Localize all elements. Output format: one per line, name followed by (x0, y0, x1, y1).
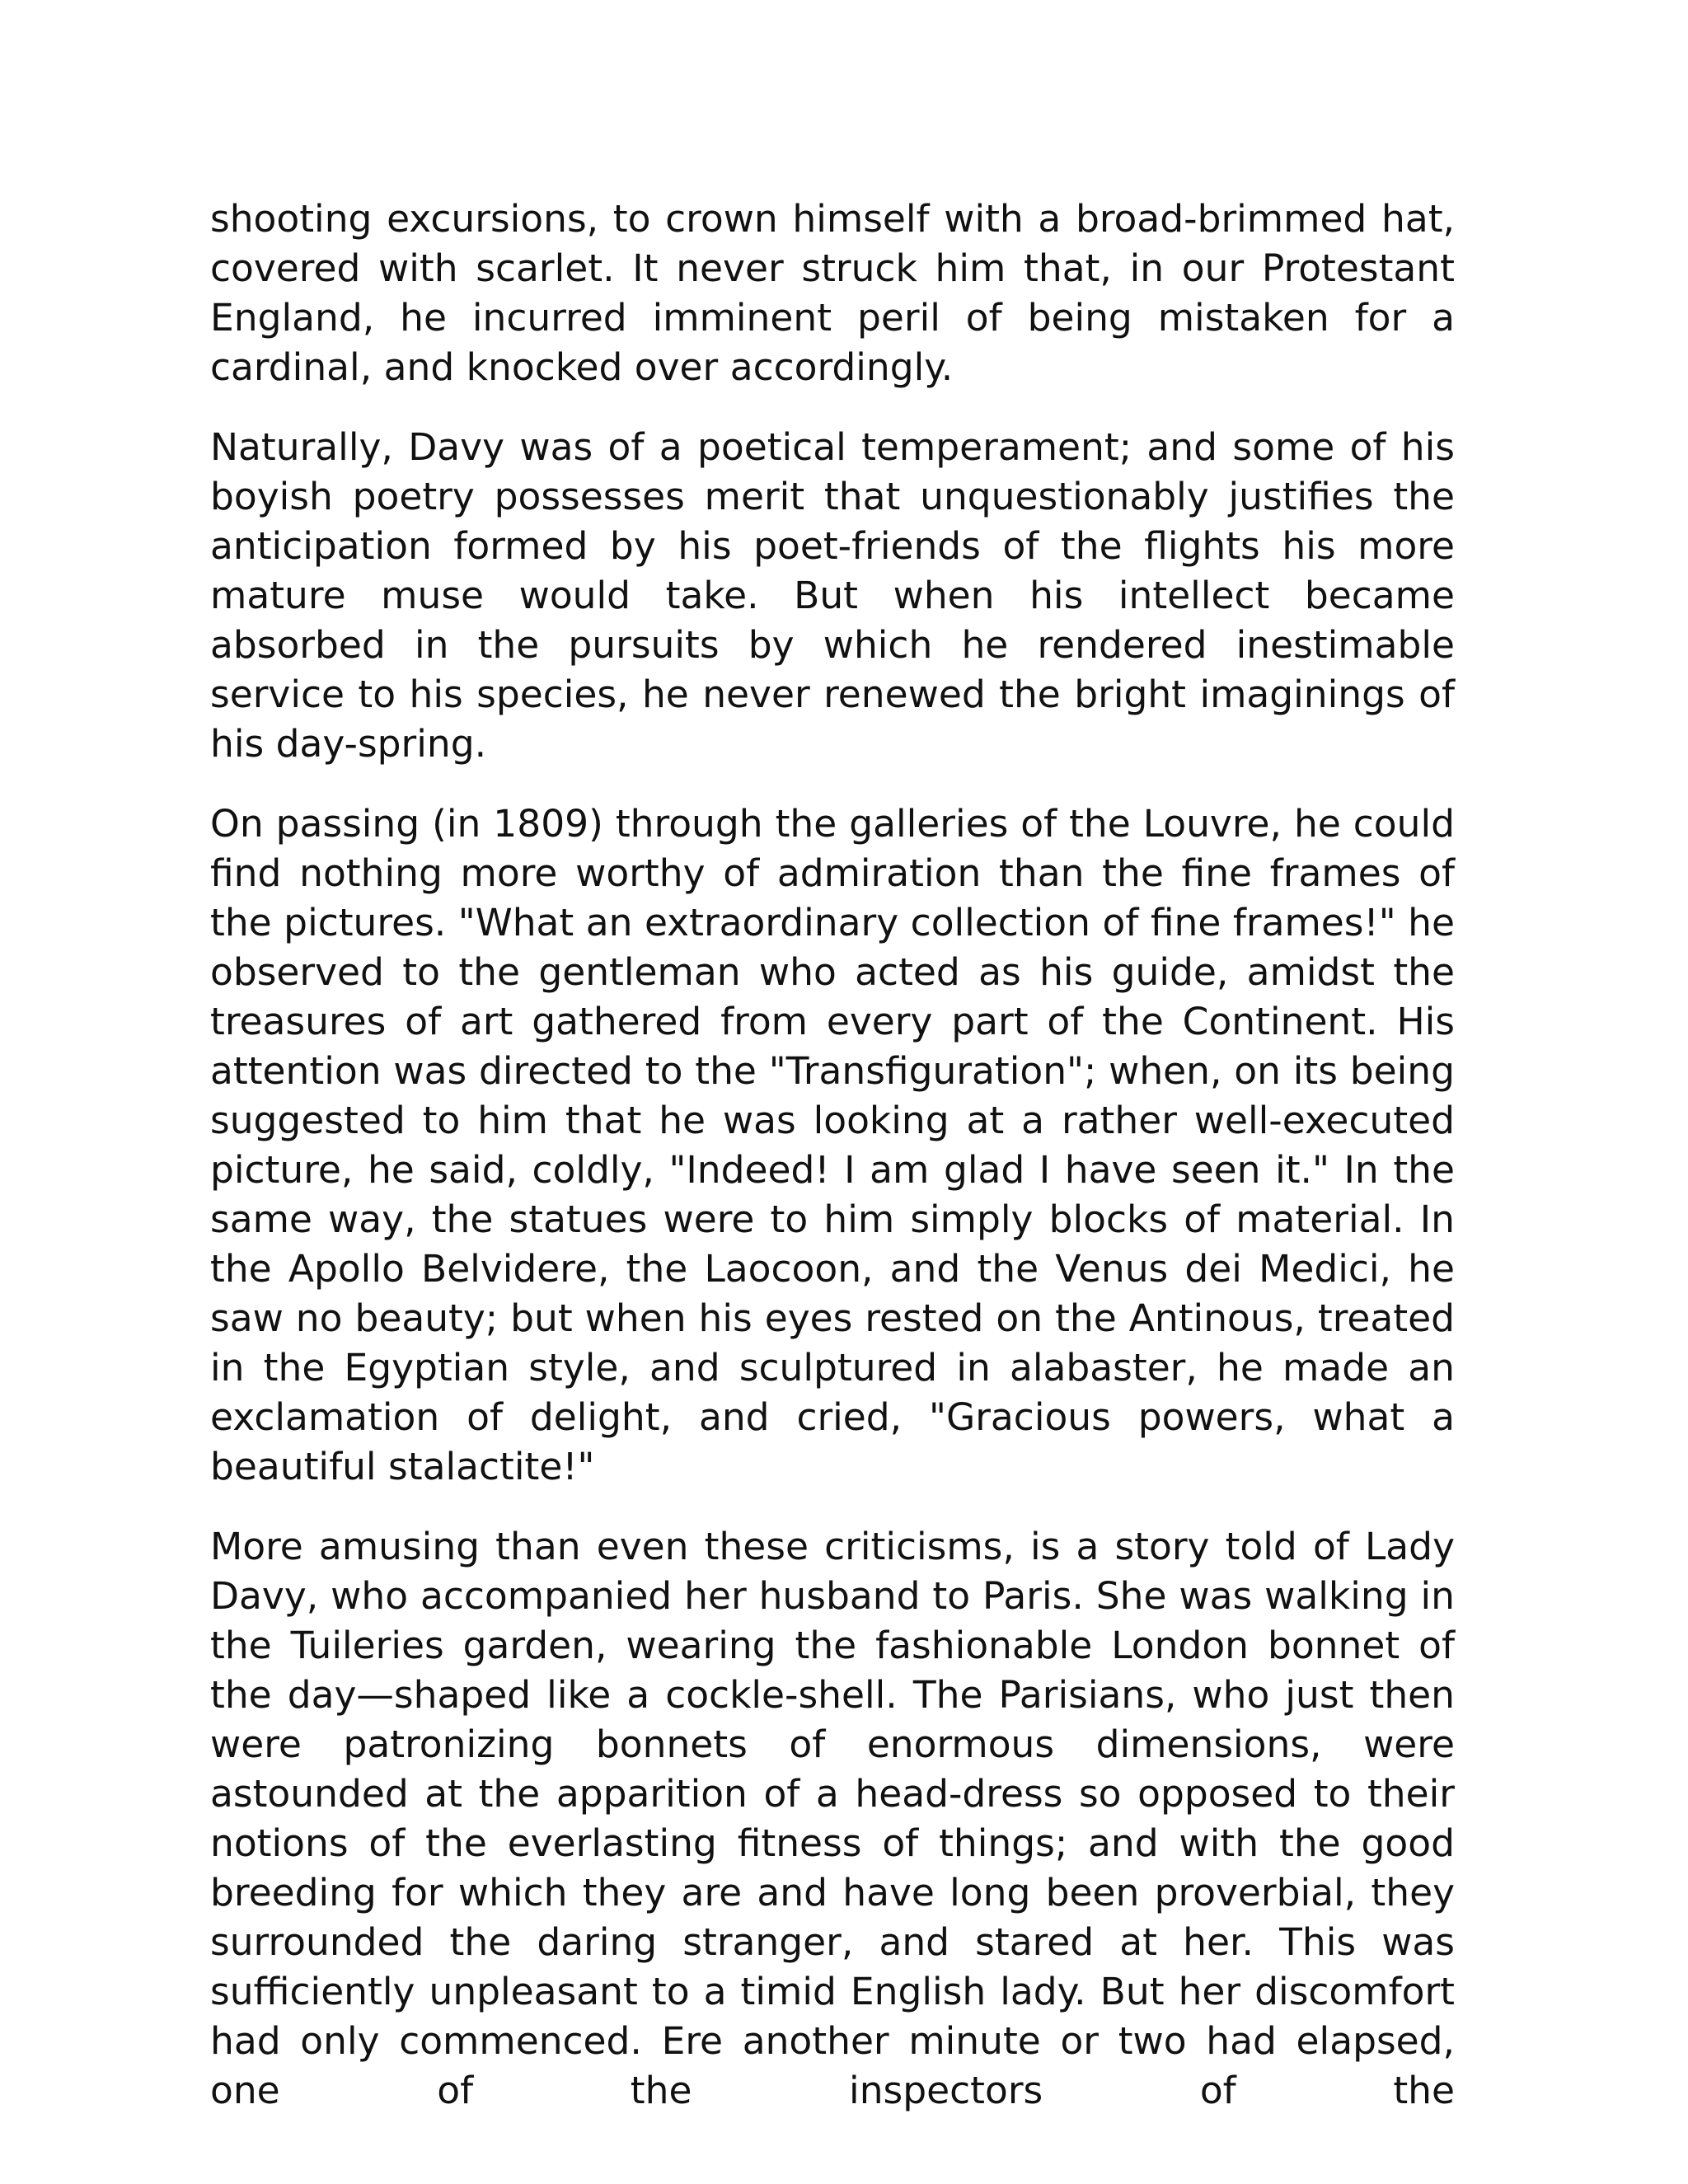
paragraph-3: On passing (in 1809) through the galleries of the Louvre, he could find nothing more worthy of admiration than the fine frames of the pictures. "What an extraordinary collection of fine frames!" he observed to the gentleman who acted as his guide, amidst the treasures of art gathered from every part of the Continent. His attention was directed to the "Transfiguration"; when, on its being suggested to him that he was looking at a rather well-executed picture, he said, coldly, "Indeed! I am glad I have seen it." In the same way, the statues were to him simply blocks of material. In the Apollo Belvidere, the Laocoon, and the Venus dei Medici, he saw no beauty; but when his eyes rested on the Antinous, treated in the Egyptian style, and sculptured in alabaster, he made an exclamation of delight, and cried, "Gracious powers, what a beautiful stalactite!" (210, 802, 1455, 1488)
paragraph-1: shooting excursions, to crown himself with a broad-brimmed hat, covered with scarlet. It never struck him that, in our Protestant England, he incurred imminent peril of being mistaken for a cardinal, and knocked over accordingly. (210, 197, 1455, 389)
document-page (210, 194, 1455, 2116)
paragraph-4: More amusing than even these criticisms, is a story told of Lady Davy, who accompanied her husband to Paris. She was walking in the Tuileries garden, wearing the fashionable London bonnet of the day—shaped like a cockle-shell. The Parisians, who just then were patronizing bonnets of enormous dimensions, were astounded at the apparition of a head-dress so opposed to their notions of the everlasting fitness of things; and with the good breeding for which they are and have long been proverbial, they surrounded the daring stranger, and stared at her. This was sufficiently unpleasant to a timid English lady. But her discomfort had only commenced. Ere another minute or two had elapsed, one of the inspectors of the (210, 1525, 1455, 2112)
paragraph-2: Naturally, Davy was of a poetical temperament; and some of his boyish poetry possesses merit that unquestionably justifies the anticipation formed by his poet-friends of the flights his more mature muse would take. But when his intellect became absorbed in the pursuits by which he rendered inestimable service to his species, he never renewed the bright imaginings of his day-spring. (210, 425, 1455, 766)
